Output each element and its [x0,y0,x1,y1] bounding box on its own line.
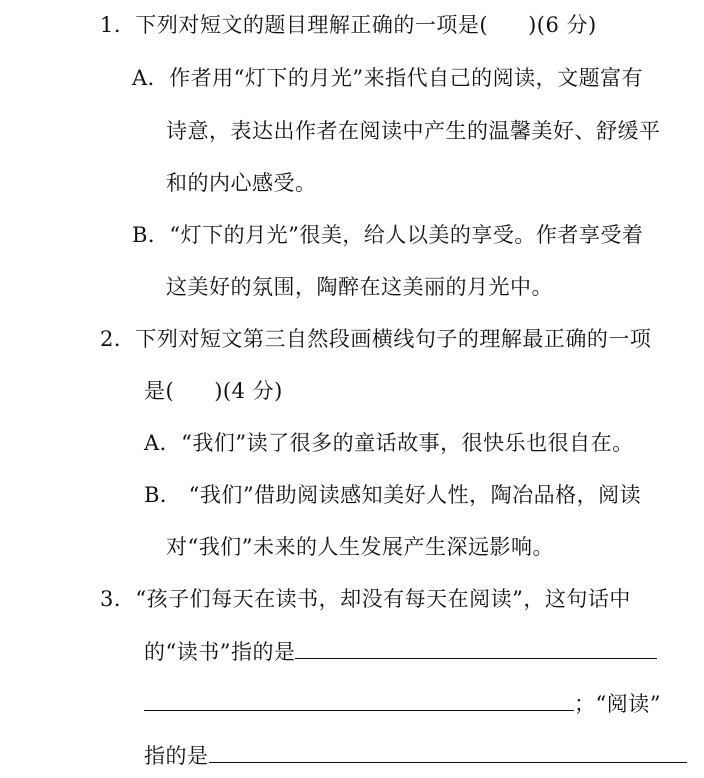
question-3-stem-line2 [144,636,657,667]
question-2-stem-line2 [144,376,283,406]
question-2-option-b-line2: 对“我们”未来的人生发展产生深远影响。 [166,535,554,559]
answer-blank-reading[interactable] [209,740,687,763]
question-3-stem-text-2: 指的是 [144,744,209,768]
question-2-score: )(4 分) [214,379,283,403]
question-1-option-b-line2: 这美好的氛围，陶醉在这美丽的月光中。 [166,275,553,299]
question-3-reading-label: ；“阅读” [574,692,661,716]
question-1-option-b-line1: B．“灯下的月光”很美，给人以美的享受。作者享受着 [132,223,644,247]
question-3-stem-line1: 3．“孩子们每天在读书，却没有每天在阅读”，这句话中 [100,587,631,611]
question-1-option-a-line2: 诗意，表达出作者在阅读中产生的温馨美好、舒缓平 [166,119,661,143]
question-1-stem [100,10,597,40]
question-1-option-a-line3: 和的内心感受。 [166,171,317,195]
question-3-stem-line4 [144,740,687,771]
question-3-stem-text: 的“读书”指的是 [144,640,296,664]
answer-blank-reading-books[interactable] [295,636,657,659]
question-2-stem-text: 是( [144,379,175,403]
question-1-score: )(6 分) [528,13,597,37]
question-1-stem-text: 1．下列对短文的题目理解正确的一项是( [100,13,489,37]
question-2-option-b-line1: B． “我们”借助阅读感知美好人性，陶冶品格，阅读 [144,483,642,507]
question-2-option-a: A．“我们”读了很多的童话故事，很快乐也很自在。 [144,431,634,455]
question-2-stem-line1: 2．下列对短文第三自然段画横线句子的理解最正确的一项 [100,327,652,351]
question-1-option-a-line1: A．作者用“灯下的月光”来指代自己的阅读，文题富有 [132,66,644,90]
question-3-stem-line3 [144,688,661,719]
answer-blank-reading-books-cont[interactable] [144,688,574,711]
